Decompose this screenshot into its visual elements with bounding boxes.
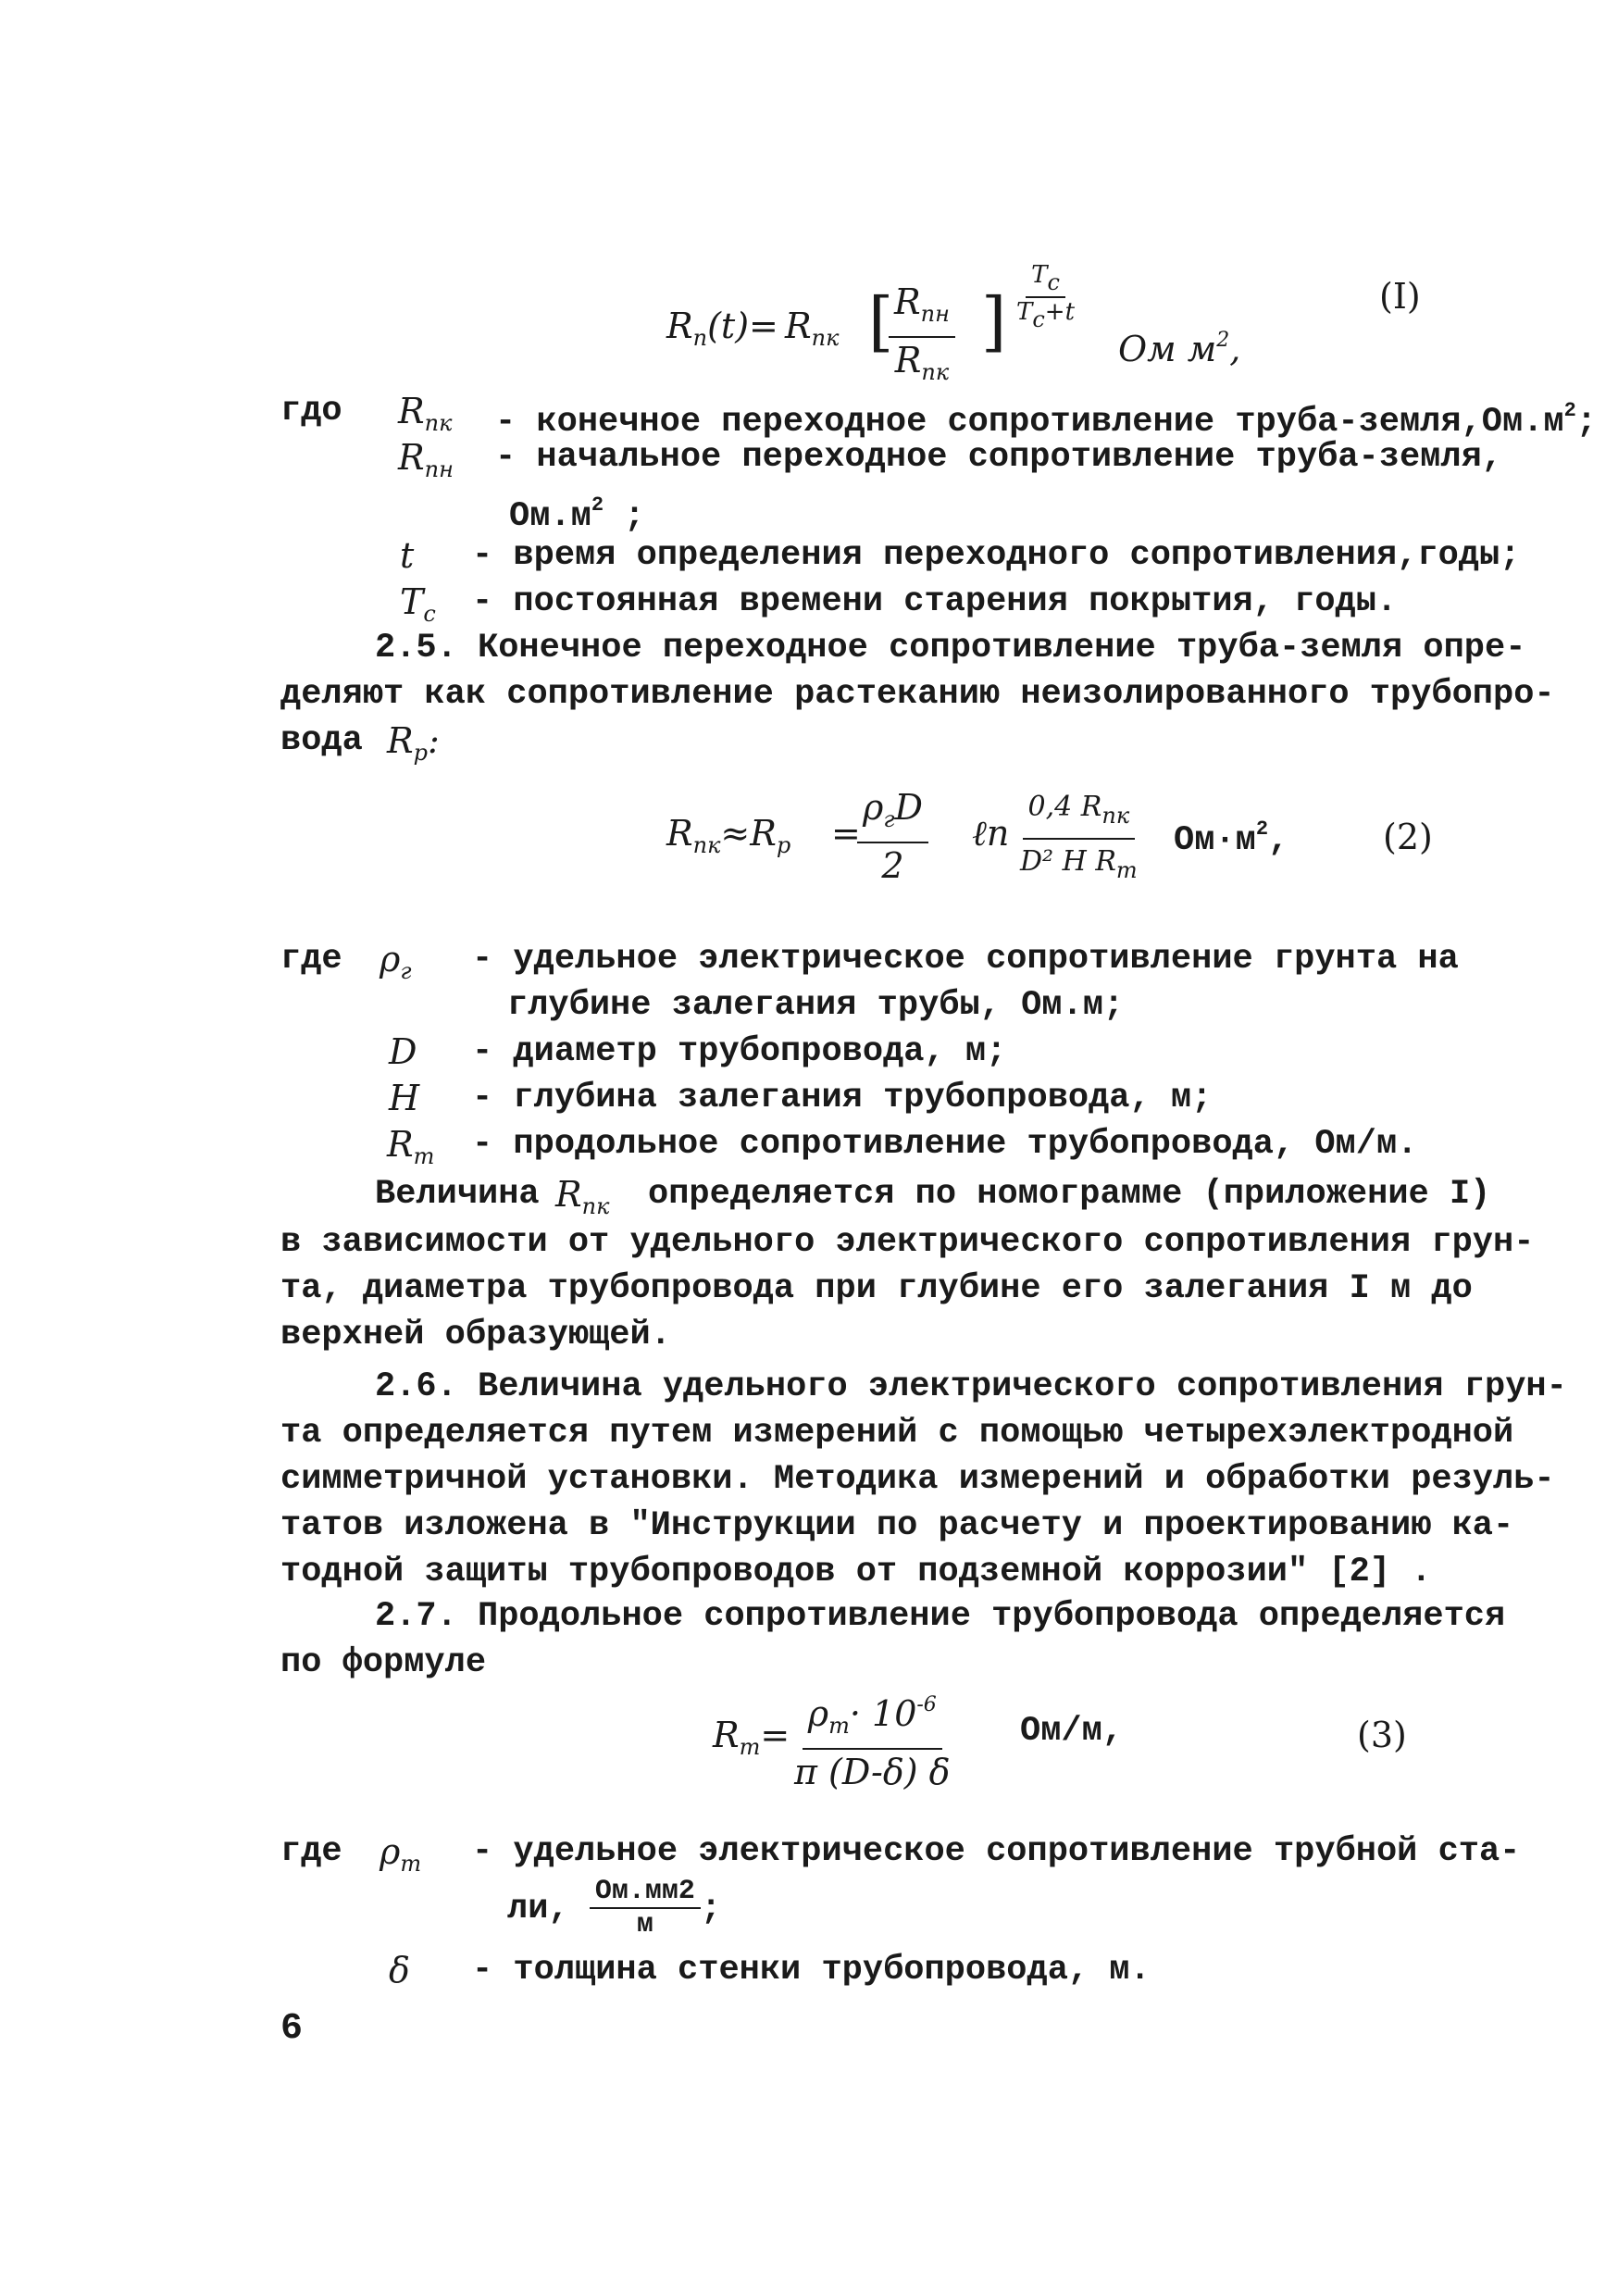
para-rpk-lead: Величина xyxy=(375,1175,540,1214)
def2-text-rho-g: - удельное электрическое сопротивление грунта на xyxy=(472,940,1459,979)
formula-2-unit: $Ом\cdot м^2$, xyxy=(1174,817,1289,860)
where-label-2: где xyxy=(280,940,342,979)
para25-line-2: деляют как сопротивление растеканию неизолированного трубопро- xyxy=(280,675,1555,714)
def1-symbol-t: t xyxy=(400,535,415,576)
para-rpk-line-2: в зависимости от удельного электрического сопротивления грун- xyxy=(280,1223,1535,1262)
para25-symbol: $R_р$: xyxy=(387,720,440,766)
para26-line-1: 2.6. Величина удельного электрического сопротивления грун- xyxy=(375,1367,1567,1406)
where-label-3: где xyxy=(280,1832,342,1871)
def2-symbol-rt: $R_т$ xyxy=(387,1124,435,1169)
def2-text-d: - диаметр трубопровода, м; xyxy=(472,1032,1007,1071)
para-rpk-line-4: верхней образующей. xyxy=(280,1316,671,1354)
def1-text-rpk: - конечное переходное сопротивление труба-$земля,Ом.м^2$; xyxy=(495,399,1598,442)
para-rpk-text: определяется по номограмме (приложение I) xyxy=(648,1175,1491,1214)
def1-text-rpn: - начальное переходное сопротивление труба-земля, xyxy=(495,438,1502,477)
def3-text-rho-t-cont: ли, $\frac{Ом.мм2}{м}$ ; xyxy=(507,1876,722,1940)
formula-1-number: (I) xyxy=(1379,276,1421,317)
def1-text-t: - время определения переходного сопротивления,годы; xyxy=(472,536,1521,575)
where-label-1: гдо xyxy=(280,392,342,430)
para25-line-3: вода xyxy=(280,721,363,760)
def3-text-delta: - толщина стенки трубопровода, м. xyxy=(472,1951,1151,1990)
def3-symbol-delta: δ xyxy=(389,1950,410,1990)
def2-symbol-h: H xyxy=(389,1078,420,1118)
def2-symbol-d: D xyxy=(389,1031,417,1072)
para26-line-2: та определяется путем измерений с помощью четырехэлектродной xyxy=(280,1414,1514,1453)
page-number: 6 xyxy=(280,2008,304,2050)
document-page: $R_п(t)=$ $R_{пк}$ [ $\frac{R_{пн}}{R_{пк}}$ ] $\frac{Tc}{Tc+t}$ Ом $м^2$, (I) гдо $R_{пк}$ - конечное переходное сопротивление труба-$земля,Ом.м^2$; $R_{пн}$ - начальное переходное сопротивление труба-земля, $Ом.м^2$ ; t - время определения переходного сопротивления,годы; $T_c$ - постоянная времени старения покрытия, годы. 2.5. Конечное переходное сопротивление труба-земля опре- деляют как сопротивление растеканию неизолированного трубопро- вода $R_р$: $R_{пк}\approx R_р$ = $\frac{\rho_гD}{2}$ ℓn $\frac{0,4 R_{пк}}{D^2 H R_т}$ $Ом\cdot м^2$, (2) где $\rho_г$ - удельное электрическое сопротивление грунта на глубине залегания трубы, Ом.м; D - диаметр трубопровода, м; H - глубина залегания трубопровода, м; $R_т$ - продольное сопротивление трубопровода, Ом/м. Величина $R_{пк}$ определяется по номограмме (приложение I) в зависимости от удельного электрического сопротивления грун- та, диаметра трубопровода при глубине его залегания I м до верхней образующей. 2.6. Величина удельного электрического сопротивления грун- та определяется путем измерений с помощью четырехэлектродной симметричной установки. Методика измерений и обработки резуль- татов изложена в "Инструкции по расчету и проектированию ка- тодной защиты трубопроводов от подземной коррозии" [2] . 2.7. Продольное сопротивление трубопровода определяется по формуле $R_т=$ $\frac{\rho_т\cdot 10^{-6}}{\pi (D-\delta) \delta}$ Ом/м, (3) где $\rho_т$ - удельное электрическое сопротивление трубной ста- ли, $\frac{Ом.мм2}{м}$ ; δ - толщина стенки трубопровода, м. 6 xyxy=(280,261,1598,2050)
def2-text-rho-g-cont: глубине залегания трубы, Ом.м; xyxy=(507,986,1125,1025)
def2-text-h: - глубина залегания трубопровода, м; xyxy=(472,1079,1213,1117)
para26-line-5: тодной защиты трубопроводов от подземной коррозии" [2] . xyxy=(280,1553,1432,1591)
para26-line-3: симметричной установки. Методика измерений и обработки резуль- xyxy=(280,1460,1555,1499)
def3-text-rho-t: - удельное электрическое сопротивление трубной ста- xyxy=(472,1832,1521,1871)
para-rpk-line-3: та, диаметра трубопровода при глубине его залегания I м до xyxy=(280,1269,1473,1308)
formula-3-number: (3) xyxy=(1357,1715,1407,1755)
def1-symbol-tc: $T_c$ xyxy=(400,581,436,627)
def1-text-rpn-unit: $Ом.м^2$ ; xyxy=(509,493,645,536)
formula-3-unit: Ом/м, xyxy=(1020,1712,1124,1751)
para25-line-1: 2.5. Конечное переходное сопротивление труба-земля опре- xyxy=(375,629,1526,668)
para-rpk-symbol: $R_{пк}$ xyxy=(555,1174,610,1219)
def1-text-tc: - постоянная времени старения покрытия, годы. xyxy=(472,582,1398,621)
def2-symbol-rho-g: $\rho_г$ xyxy=(380,939,412,984)
def2-text-rt: - продольное сопротивление трубопровода, Ом/м. xyxy=(472,1125,1418,1164)
def1-symbol-rpn: $R_{пн}$ xyxy=(398,437,454,482)
formula-2-number: (2) xyxy=(1383,817,1433,857)
para26-line-4: татов изложена в "Инструкции по расчету и проектированию ка- xyxy=(280,1506,1514,1545)
para27-line-2: по формуле xyxy=(280,1643,487,1682)
def1-symbol-rpk: $R_{пк}$ xyxy=(398,391,453,436)
def3-symbol-rho-t: $\rho_т$ xyxy=(380,1831,422,1877)
para27-line-1: 2.7. Продольное сопротивление трубопровода определяется xyxy=(375,1597,1506,1636)
